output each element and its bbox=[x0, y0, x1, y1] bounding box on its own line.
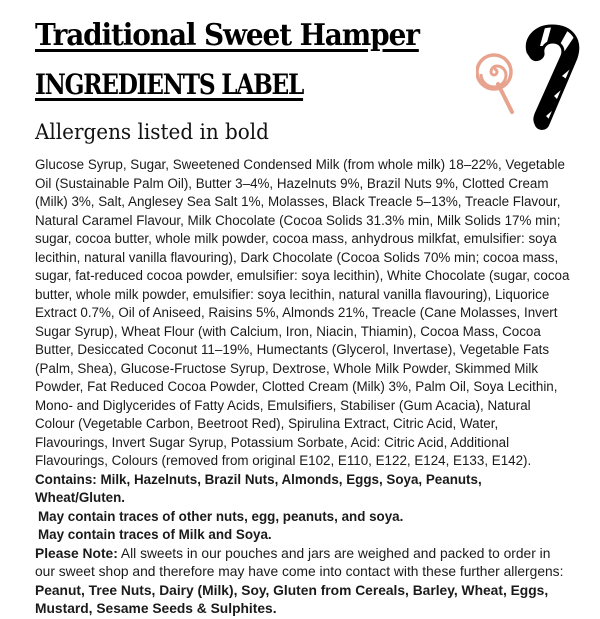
please-note-text: All sweets in our pouches and jars are weighed and packed to order in our sweet shop and therefore may have come into contact with these further allergens: bbox=[35, 545, 564, 579]
candy-cane-icon bbox=[476, 24, 590, 134]
page-title: Traditional Sweet Hamper bbox=[35, 18, 419, 53]
contains-allergens: Contains: Milk, Hazelnuts, Brazil Nuts, Almonds, Eggs, Soya, Peanuts, Wheat/Gluten. bbox=[35, 471, 482, 505]
may-contain-traces-1: May contain traces of other nuts, egg, peanuts, and soya. bbox=[38, 508, 404, 524]
sweets-illustration bbox=[476, 24, 590, 134]
please-note-label: Please Note: bbox=[35, 545, 118, 561]
allergen-note: Allergens listed in bold bbox=[35, 120, 269, 144]
may-contain-traces-2: May contain traces of Milk and Soya. bbox=[38, 527, 272, 542]
page-subtitle: INGREDIENTS LABEL bbox=[35, 68, 304, 101]
further-allergens: Peanut, Tree Nuts, Dairy (Milk), Soy, Gluten from Cereals, Barley, Wheat, Eggs, Mustard, Sesame Seeds & Sulphites. bbox=[35, 582, 549, 616]
ingredients-list: Glucose Syrup, Sugar, Sweetened Condensed Milk (from whole milk) 18–22%, Vegetable Oil (Sustainable Palm Oil), Butter 3–4%, Hazelnuts 9%, Brazil Nuts 9%, Clotted Cream (Milk) 3%, Salt, Anglesey Sea Salt 1%, Molasses, Black Treacle 5–13%, Treacle Flavour, Natural Caramel Flavour, Milk Chocolate (Cocoa Solids 31.3% min, Milk Solids 17% min; sugar, cocoa butter, whole milk powder, cocoa mass, anhydrous milkfat, emulsifier: soya lecithin, natural vanilla flavouring), Dark Chocolate (Cocoa Solids 70% min; cocoa mass, sugar, fat-reduced cocoa powder, emulsifier: soya lecithin), White Chocolate (sugar, cocoa butter, whole milk powder, emulsifier: soya lecithin, natural vanilla flavouring), Liquorice Extract 0.7%, Oil of Aniseed, Raisins 5%, Almonds 21%, Treacle (Cane Molasses, Invert Sugar Syrup), Wheat Flour (with Calcium, Iron, Niacin, Thiamin), Cocoa Mass, Cocoa Butter, Desiccated Coconut 11–19%, Humectants (Glycerol, Invertase), Vegetable Fats (Palm, Shea), Glucose-Fructose Syrup, Dextrose, Whole Milk Powder, Skimmed Milk Powder, Fat Reduced Cocoa Powder, Clotted Cream (Milk) 3%, Palm Oil, Soya Lecithin, Mono- and Diglycerides of Fatty Acids, Emulsifiers, Stabiliser (Gum Acacia), Natural Colour (Vegetable Carbon, Beetroot Red), Spirulina Extract, Citric Acid, Water, Flavourings, Invert Sugar Syrup, Potassium Sorbate, Acid: Citric Acid, Additional Flavourings, Colours (removed from original E102, E110, E122, E124, E133, E142). bbox=[35, 157, 570, 468]
ingredients-section bbox=[35, 156, 571, 619]
please-note bbox=[35, 545, 571, 619]
